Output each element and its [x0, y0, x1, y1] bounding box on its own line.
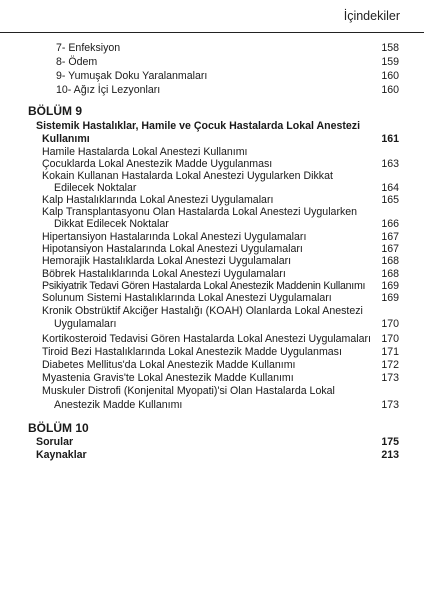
toc-item-label: Böbrek Hastalıklarında Lokal Anestezi Uygulamaları [42, 268, 286, 280]
toc-item-label: Muskuler Distrofi (Konjenital Myopati)'si Olan Hastalarda Lokal [42, 385, 335, 397]
toc-item-label: Sorular [36, 436, 74, 448]
toc-item-label: Hipertansiyon Hastalarında Lokal Anestezi Uygulamaları [42, 231, 307, 243]
toc-item-label: Kronik Obstrüktif Akciğer Hastalığı (KOAH) Olanlarda Lokal Anestezi [42, 305, 363, 317]
toc-item-label: Diabetes Mellitus'da Lokal Anestezik Madde Kullanımı [42, 359, 296, 371]
toc-item-label-cont: Uygulamaları [54, 318, 117, 330]
toc-item-page: 168 [381, 268, 399, 280]
section-page: 161 [381, 133, 399, 145]
toc-item-label: 7- Enfeksiyon [56, 42, 121, 54]
section-title-line2: Kullanımı [42, 133, 90, 145]
toc-item-page: 160 [381, 84, 399, 96]
chapter-title: BÖLÜM 9 [28, 104, 82, 118]
section-title-line1: Sistemik Hastalıklar, Hamile ve Çocuk Hastalarda Lokal Anestezi [36, 120, 361, 132]
toc-item-label: Kortikosteroid Tedavisi Gören Hastalarda Lokal Anestezi Uygulamaları [42, 333, 371, 345]
running-header-title: İçindekiler [343, 9, 400, 23]
toc-item-page: 172 [381, 359, 399, 371]
toc-item-label: 8- Ödem [56, 56, 98, 68]
chapter-title: BÖLÜM 10 [28, 421, 89, 435]
toc-item-label-cont: Edilecek Noktalar [54, 182, 137, 194]
toc-item-page: 168 [381, 255, 399, 267]
toc-item-page: 170 [381, 318, 399, 330]
toc-item-page: 170 [381, 333, 399, 345]
toc-item-page: 213 [381, 449, 399, 461]
toc-item-page: 173 [381, 372, 399, 384]
toc-item-label: Kokain Kullanan Hastalarda Lokal Anestezi Uygularken Dikkat [42, 170, 333, 182]
toc-item-label: Solunum Sistemi Hastalıklarında Lokal Anestezi Uygulamaları [42, 292, 332, 304]
toc-item-label: Hemorajik Hastalıklarda Lokal Anestezi Uygulamaları [42, 255, 292, 267]
toc-item-page: 175 [381, 436, 399, 448]
toc-item-label: Kaynaklar [36, 449, 87, 461]
toc-item-label: Çocuklarda Lokal Anestezik Madde Uygulanması [42, 158, 273, 170]
header-rule [0, 32, 424, 33]
toc-item-label-cont: Dikkat Edilecek Noktalar [54, 218, 169, 230]
toc-item-label: Psikiyatrik Tedavi Gören Hastalarda Lokal Anestezik Maddenin Kullanımı [42, 280, 366, 292]
toc-item-page: 158 [381, 42, 399, 54]
toc-item-page: 167 [381, 231, 399, 243]
toc-item-page: 171 [381, 346, 399, 358]
toc-item-page: 169 [381, 280, 399, 292]
toc-item-label: Hipotansiyon Hastalarında Lokal Anestezi Uygulamaları [42, 243, 303, 255]
toc-item-page: 167 [381, 243, 399, 255]
toc-item-label: Kalp Transplantasyonu Olan Hastalarda Lokal Anestezi Uygularken [42, 206, 358, 218]
toc-item-page: 159 [381, 56, 399, 68]
toc-item-label: Myastenia Gravis'te Lokal Anestezik Madde Kullanımı [42, 372, 294, 384]
toc-item-label: 10- Ağız İçi Lezyonları [56, 84, 161, 96]
toc-item-label: Tiroid Bezi Hastalıklarında Lokal Anestezik Madde Uygulanması [42, 346, 342, 358]
toc-item-label: Hamile Hastalarda Lokal Anestezi Kullanımı [42, 146, 248, 158]
toc-item-page: 165 [381, 194, 399, 206]
toc-item-page: 166 [381, 218, 399, 230]
toc-item-label: Kalp Hastalıklarında Lokal Anestezi Uygulamaları [42, 194, 274, 206]
toc-item-page: 173 [381, 399, 399, 411]
toc-item-page: 160 [381, 70, 399, 82]
toc-item-page: 163 [381, 158, 399, 170]
toc-item-label-cont: Anestezik Madde Kullanımı [54, 399, 183, 411]
toc-item-page: 169 [381, 292, 399, 304]
toc-item-page: 164 [381, 182, 399, 194]
toc-item-label: 9- Yumuşak Doku Yaralanmaları [56, 70, 208, 82]
